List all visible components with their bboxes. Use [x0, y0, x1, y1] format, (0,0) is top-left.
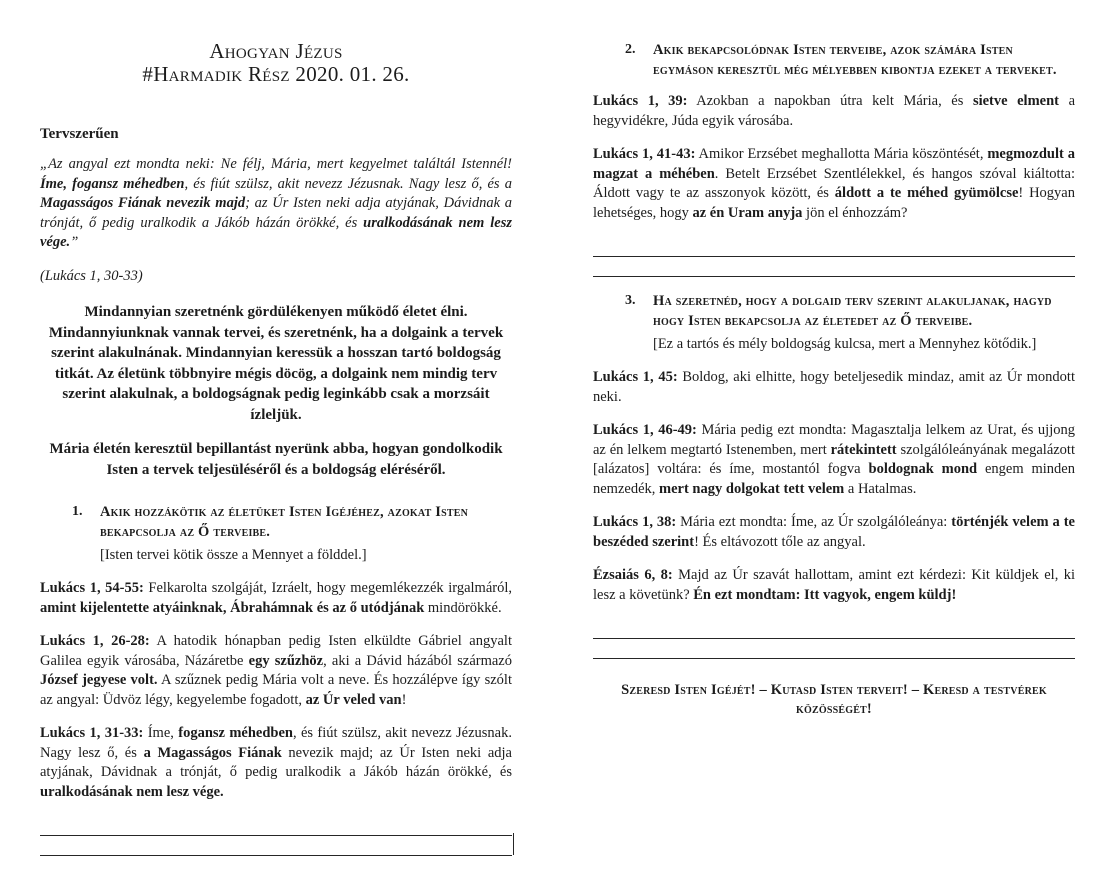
- point-1-number: 1.: [72, 504, 83, 519]
- title-line-2: #Harmadik Rész 2020. 01. 26.: [142, 62, 410, 86]
- point-3-note: [Ez a tartós és mély boldogság kulcsa, mert a Mennyhez kötődik.]: [653, 336, 1037, 352]
- title-line-1: Ahogyan Jézus: [209, 39, 343, 63]
- scripture-quote: „Az angyal ezt mondta neki: Ne félj, Mária, mert kegyelmet találtál Istennél! Íme, fogansz méhedben, és fiút szülsz, akit nevezz Jézusnak. Nagy lesz ő, és a Magasságos Fiának nevezik majd; az Úr Isten neki adja atyjának, Dávidnak a trónját, ő pedig uralkodik a Jákób házán örökké, és uralkodásának nem lesz vége.”: [40, 156, 512, 250]
- point-3-heading: Ha szeretnéd, hogy a dolgaid terv szerint alakuljanak, hagyd hogy Isten bekapcsolja az életedet az Ő terveibe.: [653, 293, 1052, 329]
- document-title: [40, 40, 512, 86]
- text-cursor: [513, 833, 515, 855]
- verse-lukacs-1-41-43: Lukács 1, 41-43: Amikor Erzsébet meghallotta Mária köszöntését, megmozdult a magzat a méhében. Betelt Erzsébet Szentlélekkel, és hangos szóval kiáltotta: Áldott vagy te az asszonyok között, és áldott a te méhed gyümölcse! Hogyan lehetséges, hogy az én Uram anyja jön el énhozzám?: [593, 146, 1075, 221]
- verse-lukacs-1-38: Lukács 1, 38: Mária ezt mondta: Íme, az Úr szolgálóleánya: történjék velem a te beszéded szerint! És eltávozott tőle az angyal.: [593, 514, 1075, 550]
- verse-lukacs-1-31-33: Lukács 1, 31-33: Íme, fogansz méhedben, és fiút szülsz, akit nevezz Jézusnak. Nagy lesz ő, és a Magasságos Fiának nevezik majd; az Úr Isten neki adja atyjának, Dávidnak a trónját, ő pedig uralkodik a Jákób házán örökké, és uralkodásának nem lesz vége.: [40, 725, 512, 800]
- point-2: [593, 40, 1075, 80]
- answer-line: [593, 257, 1075, 277]
- verse-lukacs-1-45: Lukács 1, 45: Boldog, aki elhitte, hogy beteljesedik mindaz, amit az Úr mondott neki.: [593, 369, 1075, 405]
- answer-line: [593, 237, 1075, 257]
- left-column: [40, 40, 512, 870]
- scripture-quote-reference: (Lukács 1, 30-33): [40, 267, 143, 284]
- verse-lukacs-1-54-55: Lukács 1, 54-55: Felkarolta szolgáját, Izráelt, hogy megemlékezzék irgalmáról, amint kijelentette atyáinknak, Ábrahámnak és az ő utódjának mindörökké.: [40, 580, 512, 616]
- verse-lukacs-1-39: Lukács 1, 39: Azokban a napokban útra kelt Mária, és sietve elment a hegyvidékre, Júda egyik városába.: [593, 93, 1075, 129]
- point-1: [40, 502, 512, 542]
- answer-line: [593, 619, 1075, 639]
- answer-line: [40, 816, 512, 836]
- answer-lines-right-1: [593, 237, 1075, 277]
- intro-paragraph-2: Mária életén keresztül bepillantást nyerünk abba, hogyan gondolkodik Isten a tervek teljesüléséről és a boldogság eléréséről.: [49, 441, 503, 478]
- verse-ezsaias-6-8: Ézsaiás 6, 8: Majd az Úr szavát hallottam, amint ezt kérdezi: Kit küldjek el, ki lesz a követünk? Én ezt mondtam: Itt vagyok, engem küldj!: [593, 567, 1076, 603]
- point-3-number: 3.: [625, 293, 636, 308]
- answer-line: [593, 639, 1075, 659]
- answer-lines-left: [40, 816, 512, 856]
- point-3: [593, 291, 1075, 331]
- right-column: [593, 40, 1075, 719]
- verse-lukacs-1-26-28: Lukács 1, 26-28: A hatodik hónapban pedig Isten elküldte Gábriel angyalt Galilea egyik városába, Názáretbe egy szűzhöz, aki a Dávid házából származó József jegyese volt. A szűznek pedig Mária volt a neve. És hozzálépve így szólt az angyal: Üdvöz légy, kegyelembe fogadott, az Úr veled van!: [40, 633, 512, 708]
- point-1-heading: Akik hozzákötik az életüket Isten Igéjéhez, azokat Isten bekapcsolja az Ő terveibe.: [100, 504, 469, 540]
- point-1-note: [Isten tervei kötik össze a Mennyet a földdel.]: [100, 547, 367, 563]
- section-heading-tervszeruen: Tervszerűen: [40, 126, 119, 142]
- point-2-number: 2.: [625, 42, 636, 57]
- footer-exhortation: Szeresd Isten Igéjét! – Kutasd Isten terveit! – Keresd a testvérek közösségét!: [621, 682, 1047, 717]
- point-2-heading: Akik bekapcsolódnak Isten terveibe, azok számára Isten egymáson keresztül még mélyebben kibontja ezeket a terveket.: [653, 42, 1057, 78]
- answer-lines-right-2: [593, 619, 1075, 659]
- verse-lukacs-1-46-49: Lukács 1, 46-49: Mária pedig ezt mondta: Magasztalja lelkem az Urat, és ujjong az én lelkem megtartó Istenemben, mert rátekintett szolgálóleányának megalázott [alázatos] voltára: és íme, mostantól fogva boldognak mond engem minden nemzedék, mert nagy dolgokat tett velem a Hatalmas.: [593, 422, 1075, 497]
- answer-line: [40, 836, 512, 856]
- intro-paragraph-1: Mindannyian szeretnénk gördülékenyen működő életet élni. Mindannyiunknak vannak tervei, és szeretnénk, ha a dolgaink a tervek szerint alakulnának. Mindannyian keressük a hosszan tartó boldogság titkát. Az életünk többnyire mégis döcög, a dolgaink nem mindig terv szerint alakulnak, a boldogságnak pedig leginkább csak a morzsáit ízleljük.: [48, 304, 504, 423]
